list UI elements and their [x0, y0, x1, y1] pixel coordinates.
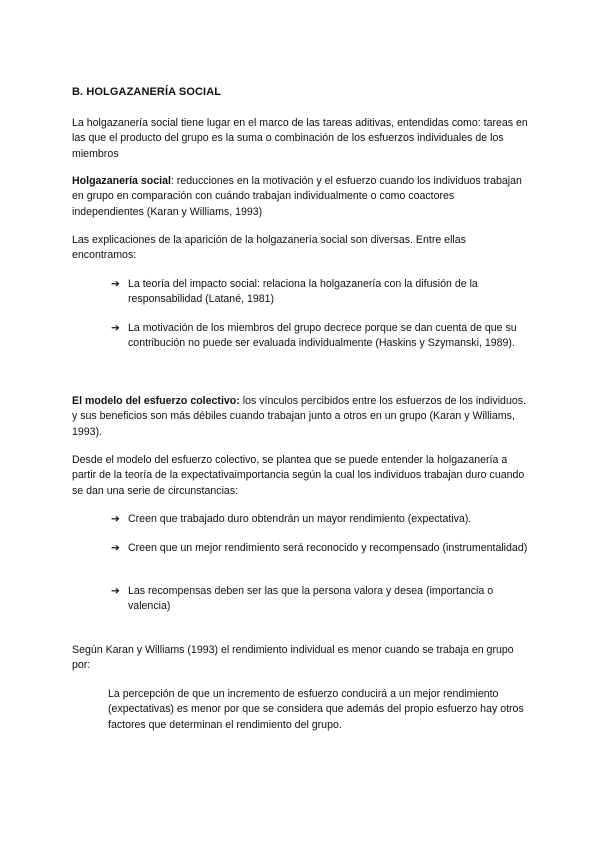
circumstance-text: Creen que trabajado duro obtendrán un mayor rendimiento (expectativa). [128, 513, 472, 525]
model-paragraph [72, 394, 528, 440]
section-heading: B. HOLGAZANERÍA SOCIAL [72, 86, 222, 98]
list-item [111, 512, 528, 527]
list-item [111, 277, 528, 308]
arrow-bullet-icon: ➔ [111, 322, 120, 334]
conclusion-intro: Según Karan y Williams (1993) el rendimiento individual es menor cuando se trabaja en grupo por: [72, 644, 514, 672]
model-term: El modelo del esfuerzo colectivo: [72, 395, 240, 407]
circumstance-text: Las recompensas deben ser las que la persona valora y desea (importancia o valencia) [128, 585, 494, 613]
definition-text: : reducciones en la motivación y el esfuerzo cuando los individuos trabajan en grupo en comparación con cuándo trabajan individualmente o como coactores independientes (Karan y Williams, 1993) [72, 175, 522, 218]
arrow-bullet-icon: ➔ [111, 513, 120, 525]
arrow-bullet-icon: ➔ [111, 278, 120, 290]
list-item [111, 584, 528, 615]
explanation-text: La motivación de los miembros del grupo decrece porque se dan cuenta de que su contribución no puede ser evaluada individualmente (Haskins y Szymanski, 1989). [128, 322, 517, 350]
list-item [111, 321, 528, 352]
arrow-bullet-icon: ➔ [111, 585, 120, 597]
definition-term: Holgazanería social [72, 175, 171, 187]
arrow-bullet-icon: ➔ [111, 542, 120, 554]
model-intro-paragraph: Desde el modelo del esfuerzo colectivo, se plantea que se puede entender la holgazanería a partir de la teoría de la expectativaimportancia según la cual los individuos trabajan duro cuando se dan una serie de circunstancias: [72, 454, 525, 497]
conclusion-quote: La percepción de que un incremento de esfuerzo conducirá a un mejor rendimiento (expectativas) es menor por que se considera que además del propio esfuerzo hay otros factores que determinan el rendimiento del grupo. [108, 688, 524, 731]
list-item [111, 541, 528, 556]
explanations-intro: Las explicaciones de la aparición de la holgazanería social son diversas. Entre ellas encontramos: [72, 234, 466, 262]
intro-paragraph: La holgazanería social tiene lugar en el marco de las tareas aditivas, entendidas como: tareas en las que el producto del grupo es la suma o combinación de los esfuerzos individuales de los miembros [72, 117, 528, 160]
definition-paragraph [72, 174, 528, 220]
model-text: los vínculos percibidos entre los esfuerzos de los individuos. y sus beneficios son más débiles cuando trabajan junto a otros en un grupo (Karan y Williams, 1993). [72, 395, 526, 438]
explanation-text: La teoría del impacto social: relaciona la holgazanería con la difusión de la responsabilidad (Latané, 1981) [128, 278, 478, 306]
circumstance-text: Creen que un mejor rendimiento será reconocido y recompensado (instrumentalidad) [128, 542, 528, 554]
